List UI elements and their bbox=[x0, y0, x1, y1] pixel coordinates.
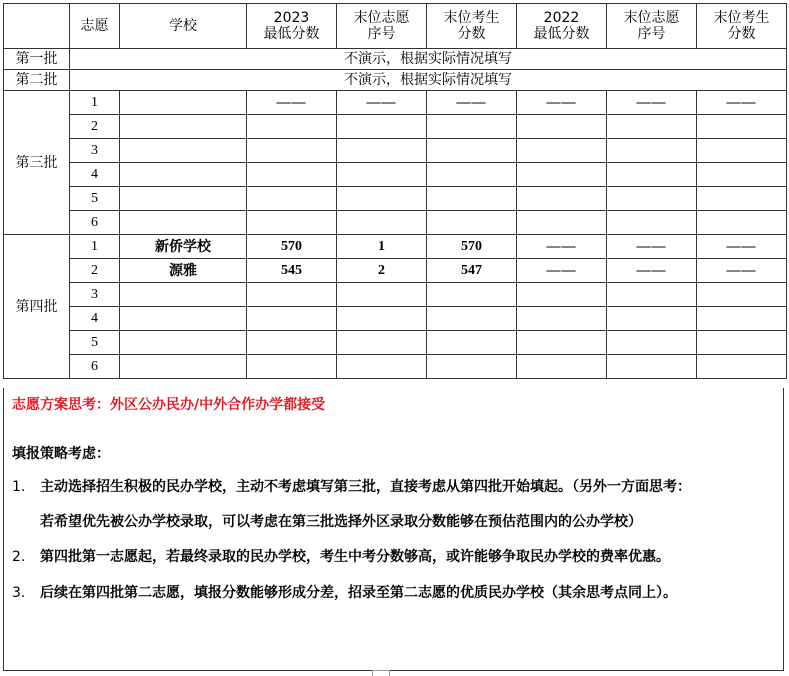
min-score-2023-cell bbox=[247, 307, 337, 331]
strategy-item: 3. 后续在第四批第二志愿，填报分数能够形成分差，招录至第二志愿的优质民办学校（其余思考点同上）。 bbox=[12, 585, 677, 601]
min-score-2023-cell bbox=[247, 187, 337, 211]
batch2-note: 不演示，根据实际情况填写 bbox=[70, 70, 787, 91]
batch4-row bbox=[4, 331, 787, 355]
last-score-cell: 547 bbox=[427, 259, 517, 283]
last-wish-number-cell: —— bbox=[337, 91, 427, 115]
min-score-2022-cell: —— bbox=[517, 259, 607, 283]
last-wish-number-cell bbox=[337, 187, 427, 211]
last-score-cell bbox=[427, 211, 517, 235]
last-wish-number-cell bbox=[337, 115, 427, 139]
last-wish-number-2022-cell bbox=[607, 283, 697, 307]
header-row bbox=[4, 4, 787, 49]
last-score-cell: —— bbox=[427, 91, 517, 115]
last-wish-number-2022-cell bbox=[607, 307, 697, 331]
last-score-cell bbox=[427, 115, 517, 139]
last-wish-number-2022-cell: —— bbox=[607, 91, 697, 115]
wish-number-cell: 4 bbox=[70, 163, 120, 187]
last-score-cell bbox=[427, 331, 517, 355]
header-min-2023: 2023 最低分数 bbox=[247, 4, 337, 49]
last-score-cell bbox=[427, 139, 517, 163]
last-score-cell bbox=[427, 307, 517, 331]
min-score-2022-cell bbox=[517, 283, 607, 307]
batch1-note: 不演示，根据实际情况填写 bbox=[70, 49, 787, 70]
school-name-cell bbox=[120, 115, 247, 139]
last-wish-number-2022-cell bbox=[607, 115, 697, 139]
school-name-cell bbox=[120, 355, 247, 379]
last-wish-number-cell bbox=[337, 163, 427, 187]
last-score-2022-cell bbox=[697, 331, 787, 355]
last-wish-number-cell bbox=[337, 139, 427, 163]
wish-number-cell: 2 bbox=[70, 259, 120, 283]
batch4-row bbox=[4, 259, 787, 283]
admission-table bbox=[3, 3, 787, 379]
last-score-cell: 570 bbox=[427, 235, 517, 259]
last-score-2022-cell bbox=[697, 307, 787, 331]
strategy-title: 填报策略考虑： bbox=[12, 446, 110, 462]
wish-number-cell: 4 bbox=[70, 307, 120, 331]
strategy-item: 2. 第四批第一志愿起，若最终录取的民办学校，考生中考分数够高，或许能够争取民办学校的费率优惠。 bbox=[12, 549, 670, 565]
min-score-2023-cell bbox=[247, 139, 337, 163]
school-name-cell bbox=[120, 91, 247, 115]
header-last-wish: 末位志愿 序号 bbox=[337, 4, 427, 49]
school-name-cell: 新侨学校 bbox=[120, 235, 247, 259]
min-score-2022-cell bbox=[517, 163, 607, 187]
header-wish: 志愿 bbox=[70, 4, 120, 49]
min-score-2023-cell bbox=[247, 115, 337, 139]
min-score-2022-cell: —— bbox=[517, 91, 607, 115]
school-name-cell bbox=[120, 283, 247, 307]
last-wish-number-2022-cell: —— bbox=[607, 259, 697, 283]
last-wish-number-cell bbox=[337, 331, 427, 355]
school-name-cell bbox=[120, 187, 247, 211]
min-score-2023-cell bbox=[247, 163, 337, 187]
batch3-row bbox=[4, 163, 787, 187]
school-name-cell: 源雅 bbox=[120, 259, 247, 283]
min-score-2023-cell: —— bbox=[247, 91, 337, 115]
last-score-2022-cell bbox=[697, 163, 787, 187]
min-score-2023-cell bbox=[247, 331, 337, 355]
wish-number-cell: 1 bbox=[70, 91, 120, 115]
min-score-2022-cell bbox=[517, 307, 607, 331]
last-wish-number-cell bbox=[337, 283, 427, 307]
batch2-row bbox=[4, 70, 787, 91]
batch3-row bbox=[4, 211, 787, 235]
last-score-2022-cell bbox=[697, 139, 787, 163]
batch4-row bbox=[4, 235, 787, 259]
batch4-row bbox=[4, 307, 787, 331]
batch4-row bbox=[4, 283, 787, 307]
header-last-score: 末位考生 分数 bbox=[427, 4, 517, 49]
min-score-2022-cell bbox=[517, 355, 607, 379]
last-score-2022-cell bbox=[697, 355, 787, 379]
batch1-label: 第一批 bbox=[4, 49, 70, 70]
batch3-row bbox=[4, 91, 787, 115]
strategy-item: 1. 主动选择招生积极的民办学校，主动不考虑填写第三批，直接考虑从第四批开始填起。（另外一方面思考： bbox=[12, 479, 691, 495]
wish-number-cell: 6 bbox=[70, 211, 120, 235]
min-score-2022-cell bbox=[517, 211, 607, 235]
last-wish-number-cell bbox=[337, 355, 427, 379]
header-corner bbox=[4, 4, 70, 49]
last-score-cell bbox=[427, 355, 517, 379]
school-name-cell bbox=[120, 307, 247, 331]
header-min-2022: 2022 最低分数 bbox=[517, 4, 607, 49]
school-name-cell bbox=[120, 331, 247, 355]
last-wish-number-2022-cell bbox=[607, 331, 697, 355]
wish-number-cell: 3 bbox=[70, 139, 120, 163]
last-wish-number-2022-cell bbox=[607, 355, 697, 379]
batch2-label: 第二批 bbox=[4, 70, 70, 91]
last-score-2022-cell: —— bbox=[697, 91, 787, 115]
batch4-row bbox=[4, 355, 787, 379]
strategy-item-continued: 若希望优先被公办学校录取，可以考虑在第三批选择外区录取分数能够在预估范围内的公办学校） bbox=[40, 514, 642, 530]
last-wish-number-cell: 1 bbox=[337, 235, 427, 259]
last-score-cell bbox=[427, 283, 517, 307]
batch3-row bbox=[4, 115, 787, 139]
wish-number-cell: 1 bbox=[70, 235, 120, 259]
last-score-2022-cell bbox=[697, 187, 787, 211]
min-score-2023-cell bbox=[247, 211, 337, 235]
min-score-2022-cell bbox=[517, 331, 607, 355]
min-score-2022-cell: —— bbox=[517, 235, 607, 259]
header-school: 学校 bbox=[120, 4, 247, 49]
last-score-2022-cell bbox=[697, 283, 787, 307]
last-wish-number-2022-cell bbox=[607, 211, 697, 235]
last-score-2022-cell bbox=[697, 211, 787, 235]
school-name-cell bbox=[120, 211, 247, 235]
last-score-2022-cell: —— bbox=[697, 259, 787, 283]
min-score-2022-cell bbox=[517, 139, 607, 163]
plan-title: 志愿方案思考：外区公办民办/中外合作办学都接受 bbox=[12, 397, 326, 413]
wish-number-cell: 5 bbox=[70, 331, 120, 355]
batch4-label: 第四批 bbox=[4, 235, 70, 379]
last-wish-number-2022-cell bbox=[607, 163, 697, 187]
batch3-label: 第三批 bbox=[4, 91, 70, 235]
wish-number-cell: 6 bbox=[70, 355, 120, 379]
batch3-row bbox=[4, 139, 787, 163]
notes-section bbox=[3, 388, 784, 671]
last-wish-number-2022-cell: —— bbox=[607, 235, 697, 259]
min-score-2022-cell bbox=[517, 187, 607, 211]
min-score-2023-cell bbox=[247, 283, 337, 307]
min-score-2023-cell: 545 bbox=[247, 259, 337, 283]
batch1-row bbox=[4, 49, 787, 70]
last-wish-number-cell bbox=[337, 211, 427, 235]
header-last-wish-2022: 末位志愿 序号 bbox=[607, 4, 697, 49]
last-wish-number-cell: 2 bbox=[337, 259, 427, 283]
last-score-cell bbox=[427, 163, 517, 187]
wish-number-cell: 3 bbox=[70, 283, 120, 307]
school-name-cell bbox=[120, 139, 247, 163]
last-score-2022-cell bbox=[697, 115, 787, 139]
batch3-row bbox=[4, 187, 787, 211]
last-score-2022-cell: —— bbox=[697, 235, 787, 259]
header-last-score-2022: 末位考生 分数 bbox=[697, 4, 787, 49]
page-tab-marker bbox=[372, 670, 390, 676]
min-score-2023-cell bbox=[247, 355, 337, 379]
min-score-2022-cell bbox=[517, 115, 607, 139]
last-wish-number-2022-cell bbox=[607, 139, 697, 163]
last-wish-number-cell bbox=[337, 307, 427, 331]
last-wish-number-2022-cell bbox=[607, 187, 697, 211]
min-score-2023-cell: 570 bbox=[247, 235, 337, 259]
wish-number-cell: 5 bbox=[70, 187, 120, 211]
school-name-cell bbox=[120, 163, 247, 187]
last-score-cell bbox=[427, 187, 517, 211]
wish-number-cell: 2 bbox=[70, 115, 120, 139]
